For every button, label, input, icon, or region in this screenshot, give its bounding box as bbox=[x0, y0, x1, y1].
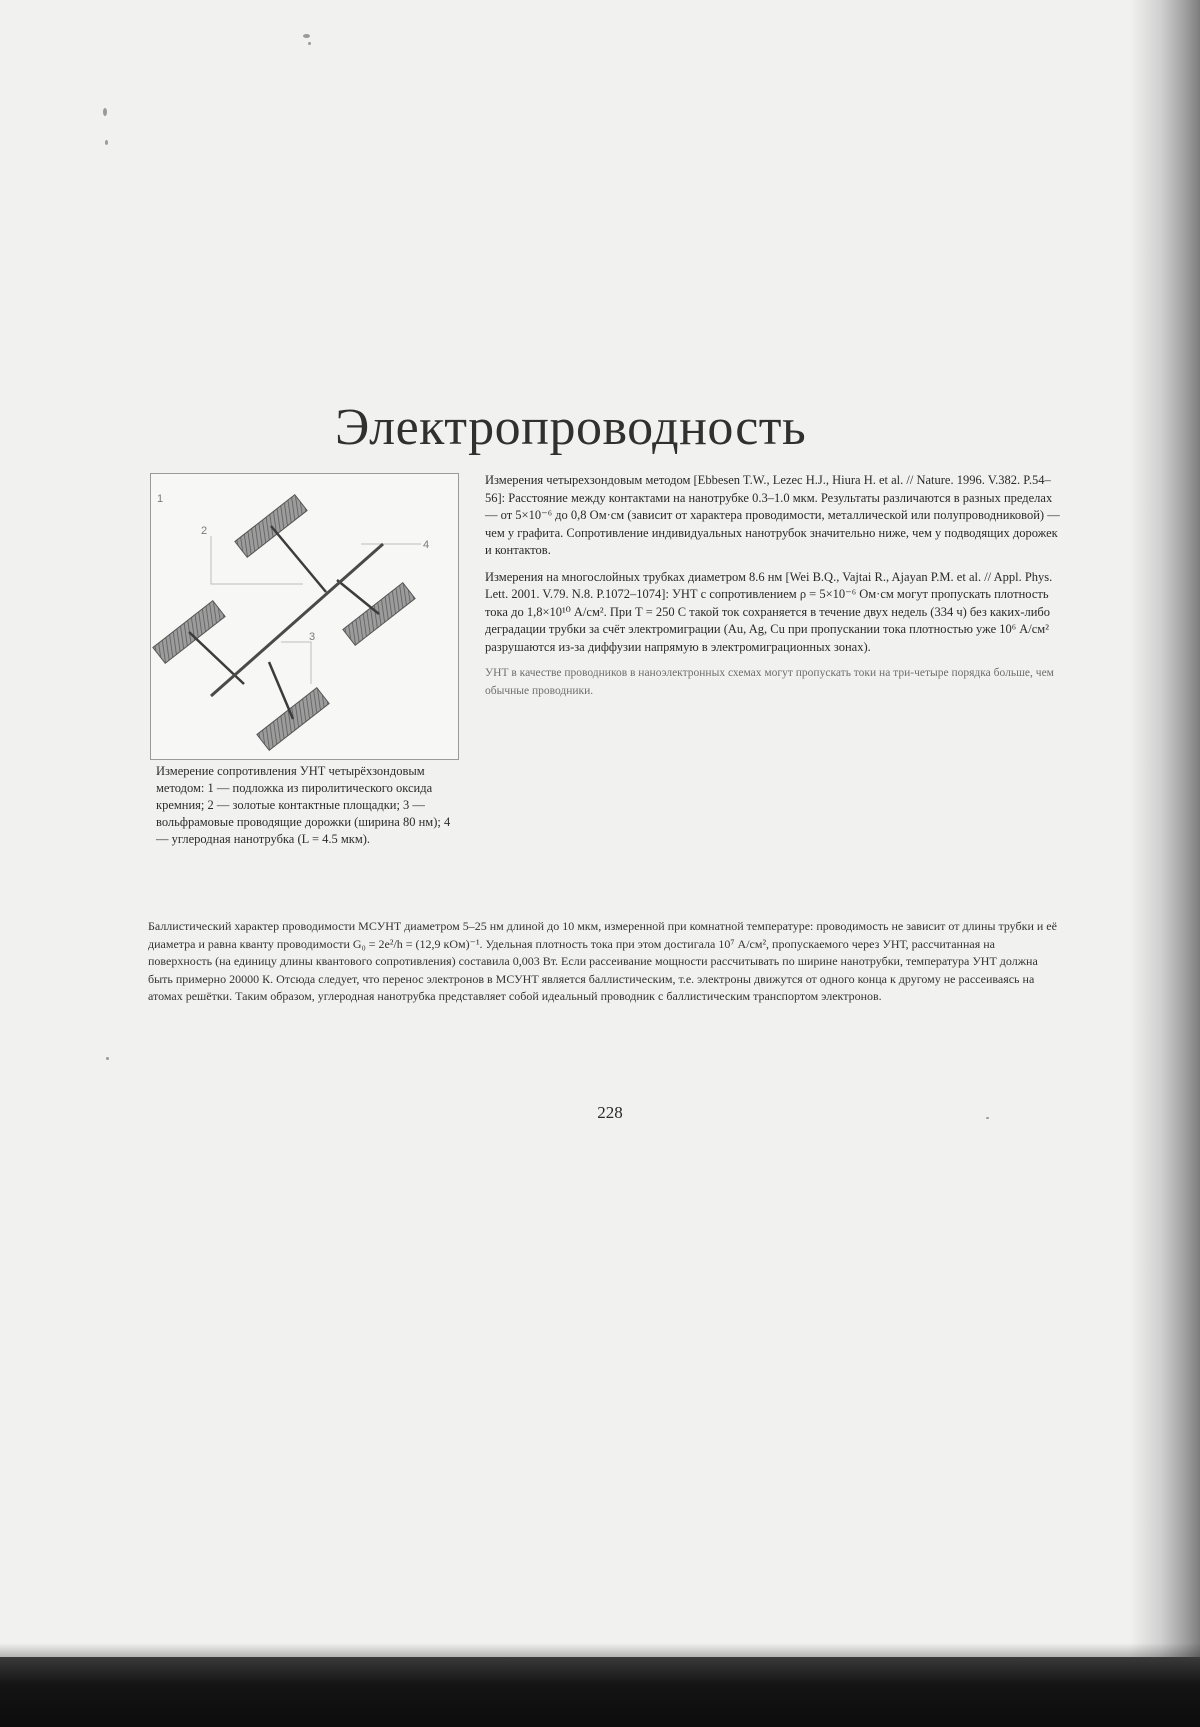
cnt-measurement-figure bbox=[150, 473, 459, 760]
tungsten-lead bbox=[337, 580, 379, 614]
full-width-text bbox=[148, 918, 1060, 1006]
scan-edge-gradient bbox=[0, 1643, 1200, 1657]
scan-speck bbox=[303, 34, 310, 38]
paragraph: Измерения на многослойных трубках диаметром 8.6 нм [Wei B.Q., Vajtai R., Ajayan P.M. et al. // Appl. Phys. Lett. 2001. V.79. N.8. P.1072–1074]: УНТ с сопротивлением ρ = 5×10⁻⁶ Ом·см могут пропускать плотность тока до 1,8×10¹⁰ А/см². При Т = 250 С такой ток сохраняется в течение двух недель (334 ч) без каких-либо деградации трубки за счёт электромиграции (Au, Ag, Cu при пропускании тока плотностью уже 10⁶ А/см² разрушаются из-за диффузии напрямую в электромиграционных зонах). bbox=[485, 569, 1053, 654]
book-spine-shadow bbox=[1130, 0, 1200, 1727]
tungsten-lead bbox=[269, 662, 293, 719]
paragraph: УНТ в качестве проводников в наноэлектронных схемах могут пропускать токи на три-четыре порядка больше, чем обычные проводники. bbox=[485, 667, 1054, 697]
figure-caption-text: Измерение сопротивления УНТ четырёхзондовым методом: 1 — подложка из пиролитического оксида кремния; 2 — золотые контактные площадки; 3 — вольфрамовые проводящие дорожки (ширина 80 нм); 4 — углеродная нанотрубка (L = 4.5 мкм). bbox=[156, 764, 451, 846]
paragraph: Измерения четырехзондовым методом [Ebbesen T.W., Lezec H.J., Hiura H. et al. // Nature. 1996. V.382. P.54–56]: Расстояние между контактами на нанотрубке 0.3–1.0 мкм. Результаты различаются в разных пределах — от 5×10⁻⁶ до 0,8 Ом·см (зависит от характера проводимости, металлической или полупроводниковой) — чем у графита. Сопротивление индивидуальных нанотрубок значительно ниже, чем у подводящих дорожек и контактов. bbox=[485, 473, 1060, 557]
page-title: Электропроводность bbox=[335, 399, 807, 456]
scan-speck bbox=[106, 1057, 109, 1060]
tungsten-lead bbox=[189, 632, 244, 684]
paragraph: Баллистический характер проводимости МСУНТ диаметром 5–25 нм длиной до 10 мкм, измеренной при комнатной температуре: проводимость не зависит от длины трубки и её диаметра и равна кванту проводимости G₀ = 2e²/h = (12,9 кОм)⁻¹. Удельная плотность тока при этом достигала 10⁷ А/см², пропускаемого через УНТ, рассчитанная на поверхность (на единицу длины квантового сопротивления) составила 0,003 Вт. Если рассеивание мощности рассчитывать по ширине нанотрубки, температура УНТ должна быть примерно 20000 К. Отсюда следует, что перенос электронов в МСУНТ является баллистическим, т.е. электроны движутся от одного конца к другому не рассеиваясь на атомах решётки. Таким образом, углеродная нанотрубка представляет собой идеальный проводник с баллистическим транспортом электронов. bbox=[148, 919, 1057, 1003]
page-number: 228 bbox=[597, 1103, 623, 1122]
tungsten-lead bbox=[271, 526, 326, 592]
scan-speck bbox=[103, 108, 107, 116]
right-text-column bbox=[485, 472, 1060, 709]
scan-bottom-edge bbox=[0, 1657, 1200, 1727]
leader-line-3 bbox=[281, 642, 311, 684]
figure-label-1: 1 bbox=[157, 493, 164, 505]
figure-label-4: 4 bbox=[423, 539, 430, 551]
cnt-four-probe-diagram bbox=[151, 474, 458, 759]
figure-label-2: 2 bbox=[201, 525, 208, 537]
scan-speck bbox=[986, 1117, 989, 1119]
scan-speck bbox=[105, 140, 108, 145]
scan-speck bbox=[308, 42, 311, 45]
figure-label-3: 3 bbox=[309, 631, 316, 643]
figure-caption bbox=[156, 763, 456, 848]
